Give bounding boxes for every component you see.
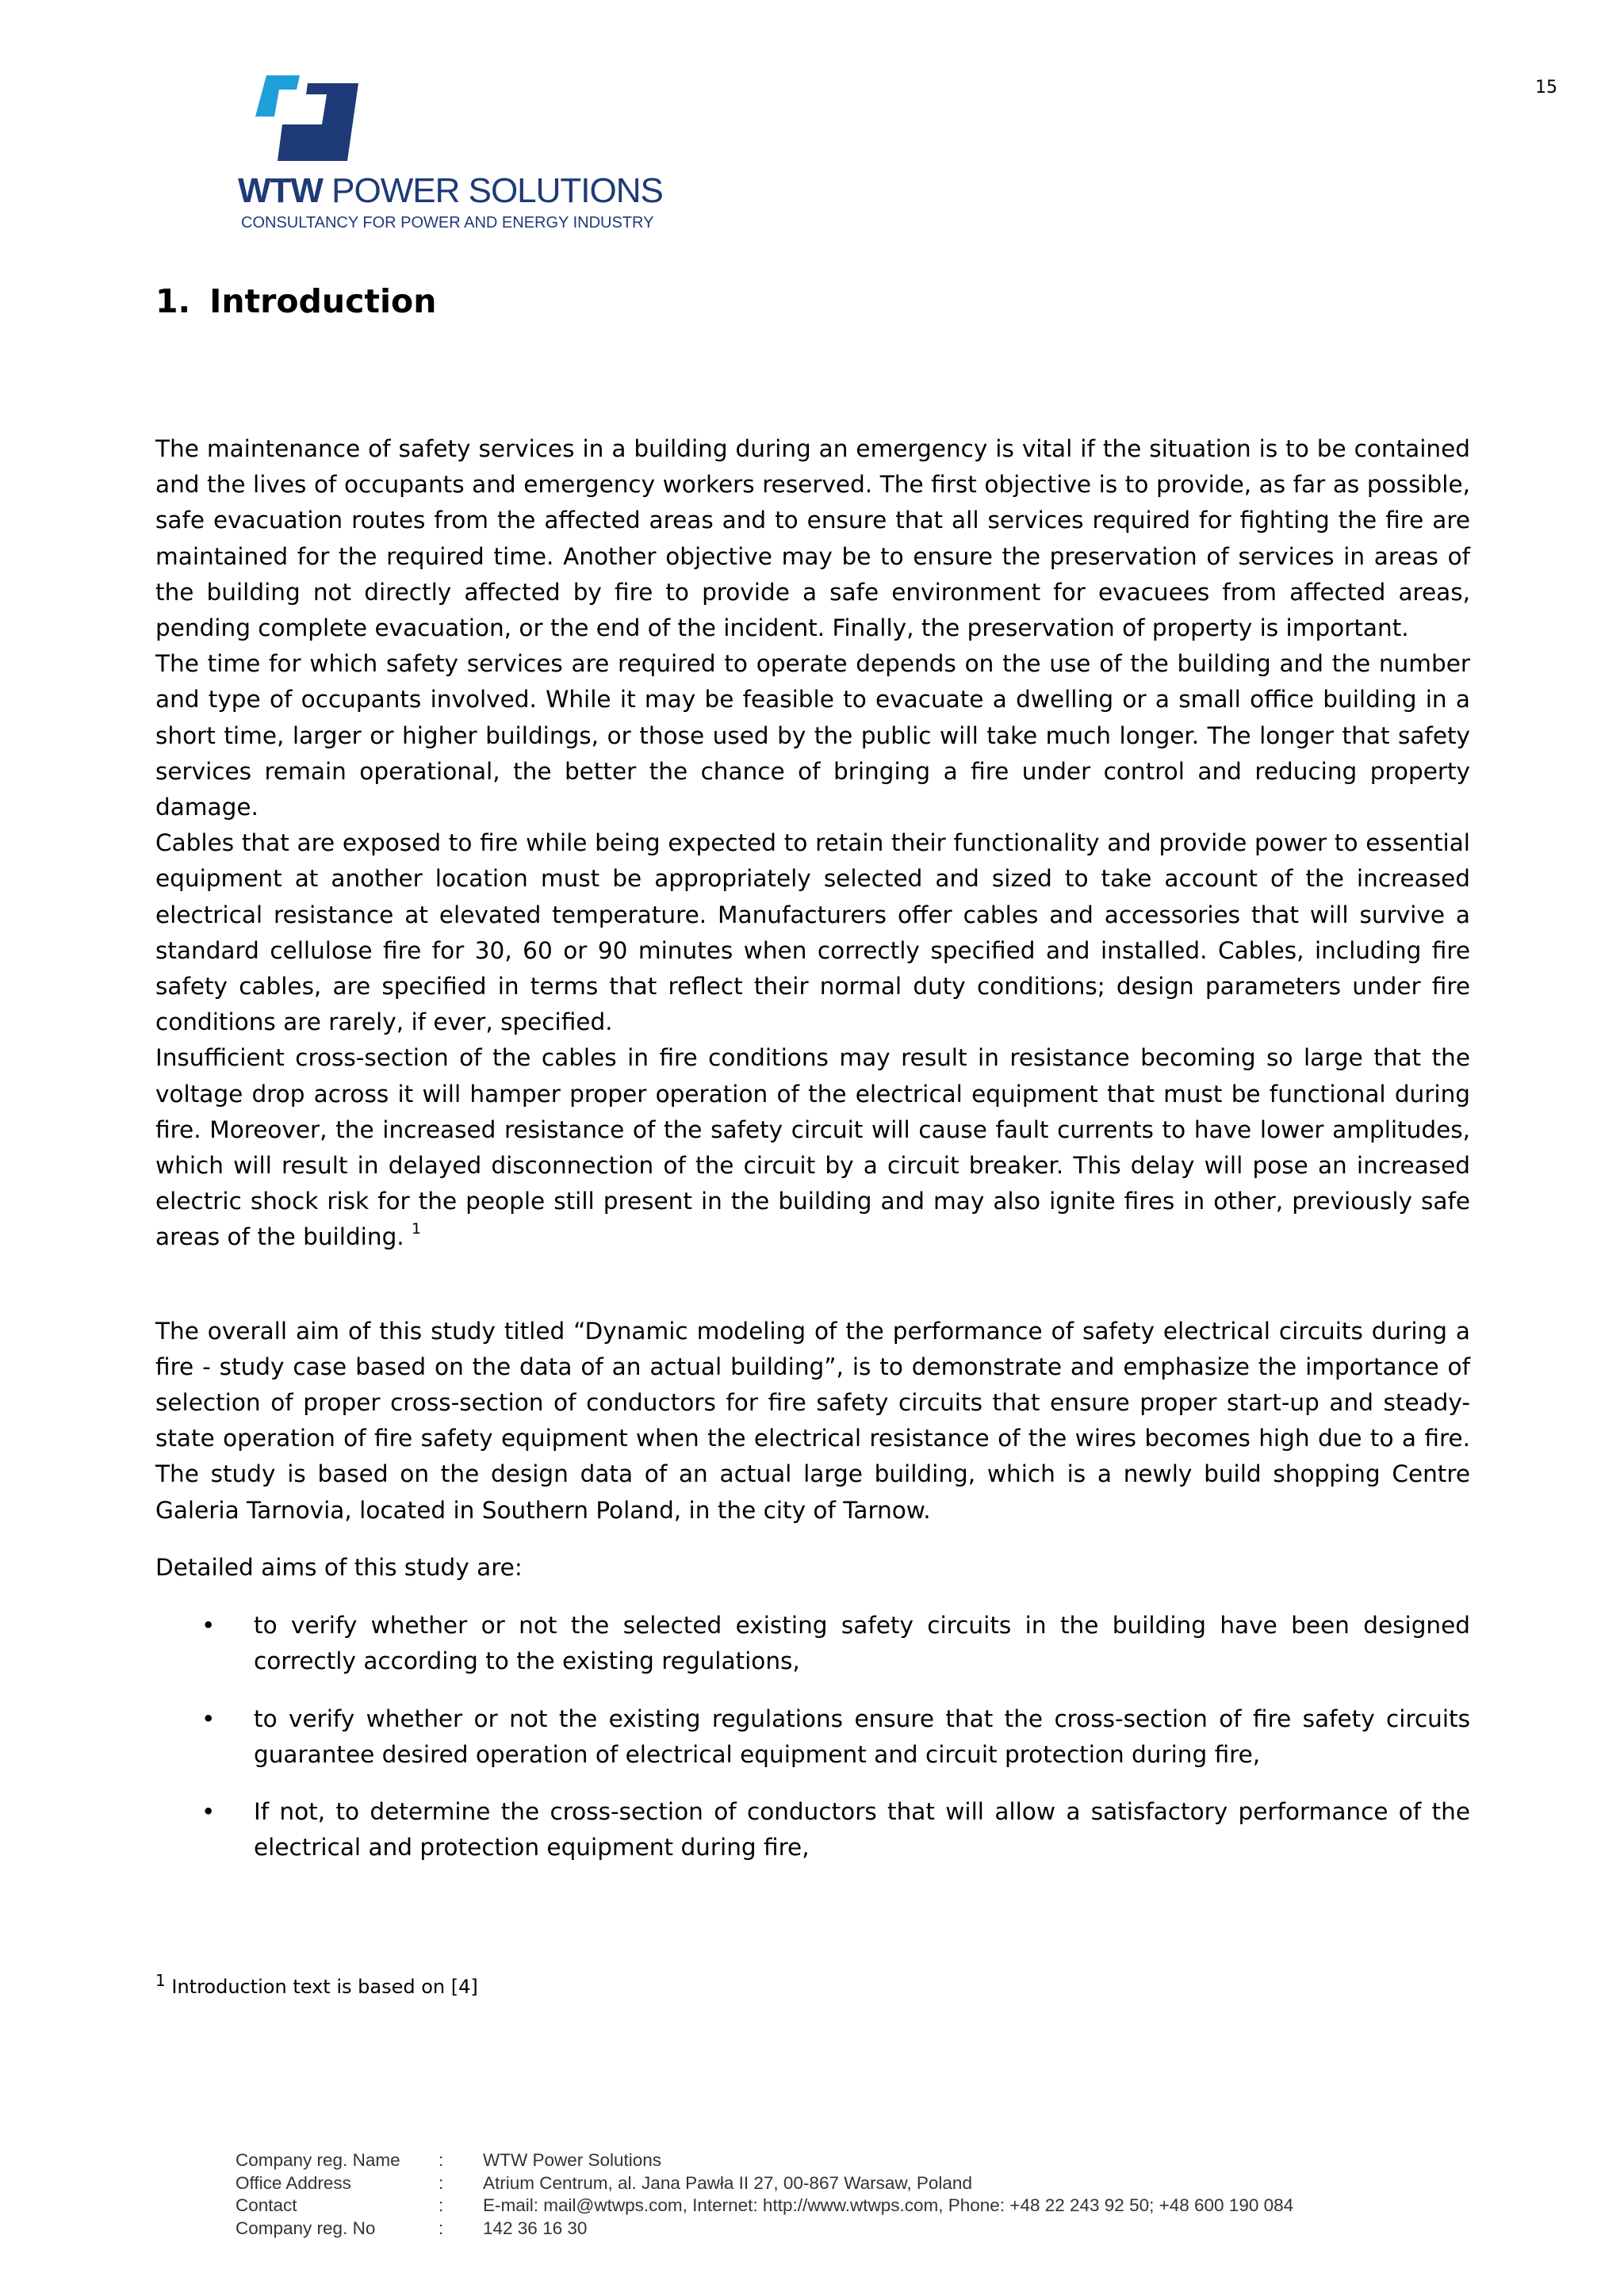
footer-row: Office Address : Atrium Centrum, al. Jana Pawła II 27, 00-867 Warsaw, Poland — [236, 2172, 972, 2193]
list-item: • If not, to determine the cross-section of conductors that will allow a satisfactory performance of the electrical and protection equipment during fire, — [155, 1794, 1470, 1866]
section-number: 1. — [155, 282, 191, 320]
section-title: Introduction — [209, 282, 437, 320]
logo-mark-icon — [255, 75, 358, 164]
list-item: • to verify whether or not the existing regulations ensure that the cross-section of fire safety circuits guarantee desired operation of electrical equipment and circuit protection during fire, — [155, 1701, 1470, 1773]
footnote-mark: 1 — [155, 1971, 166, 1990]
footnote-text: Introduction text is based on [4] — [165, 1976, 478, 1998]
page-number: 15 — [1535, 78, 1557, 98]
company-logo — [238, 75, 682, 242]
section-heading — [155, 282, 436, 321]
paragraph: The time for which safety services are required to operate depends on the use of the building and the number and type of occupants involved. While it may be feasible to evacuate a dwelling or a small office building in a short time, larger or higher buildings, or those used by the public will take much longer. The longer that safety services remain operational, the better the chance of bringing a fire under control and reducing property damage. — [155, 650, 1470, 821]
paragraph: Cables that are exposed to fire while being expected to retain their functionality and provide power to essential equipment at another location must be appropriately selected and sized to take account of the increased electrical resistance at elevated temperature. Manufacturers offer cables and accessories that will survive a standard cellulose fire for 30, 60 or 90 minutes when correctly specified and installed. Cables, including fire safety cables, are specified in terms that reflect their normal duty conditions; design parameters under fire conditions are rarely, if ever, specified. — [155, 829, 1470, 1036]
paragraph: Detailed aims of this study are: — [155, 1553, 523, 1581]
list-item: • to verify whether or not the selected existing safety circuits in the building have been designed correctly according to the existing regulations, — [155, 1608, 1470, 1679]
paragraph: The maintenance of safety services in a building during an emergency is vital if the situation is to be contained and the lives of occupants and emergency workers reserved. The first objective is to provide, as far as possible, safe evacuation routes from the affected areas and to ensure that all services required for fighting the fire are maintained for the required time. Another objective may be to ensure the preservation of services in areas of the building not directly affected by fire to provide a safe environment for evacuees from affected areas, pending complete evacuation, or the end of the incident. Finally, the preservation of property is important. — [155, 435, 1470, 642]
footer-row: Contact : E-mail: mail@wtwps.com, Internet: http://www.wtwps.com, Phone: +48 22 243 92 50; +48 600 190 084 — [236, 2195, 1294, 2215]
footer-row: Company reg. Name : WTW Power Solutions — [236, 2150, 662, 2170]
logo-company-name: WTW POWER SOLUTIONS — [238, 171, 663, 210]
footnote-reference[interactable]: 1 — [412, 1220, 422, 1238]
company-footer — [236, 2149, 1293, 2240]
paragraph: The overall aim of this study titled “Dynamic modeling of the performance of safety electrical circuits during a fire - study case based on the data of an actual building”, is to demonstrate and emphasize the importance of selection of proper cross-section of conductors for fire safety circuits that ensure proper start-up and steady-state operation of fire safety equipment when the electrical resistance of the wires becomes high due to a fire. The study is based on the design data of an actual large building, which is a newly build shopping Centre Galeria Tarnovia, located in Southern Poland, in the city of Tarnow. — [155, 1317, 1470, 1524]
paragraph: Insufficient cross-section of the cables in fire conditions may result in resistance becoming so large that the voltage drop across it will hamper proper operation of the electrical equipment that must be functional during fire. Moreover, the increased resistance of the safety circuit will cause fault currents to have lower amplitudes, which will result in delayed disconnection of the circuit by a circuit breaker. This delay will pose an increased electric shock risk for the people still present in the building and may also ignite fires in other, previously safe areas of the building. $^1$ — [155, 1044, 1470, 1251]
footnote — [155, 1971, 478, 1998]
footer-row: Company reg. No : 142 36 16 30 — [236, 2218, 588, 2238]
body-text — [155, 431, 1470, 1887]
logo-tagline: CONSULTANCY FOR POWER AND ENERGY INDUSTRY — [241, 214, 654, 232]
aims-list — [155, 1608, 1470, 1866]
